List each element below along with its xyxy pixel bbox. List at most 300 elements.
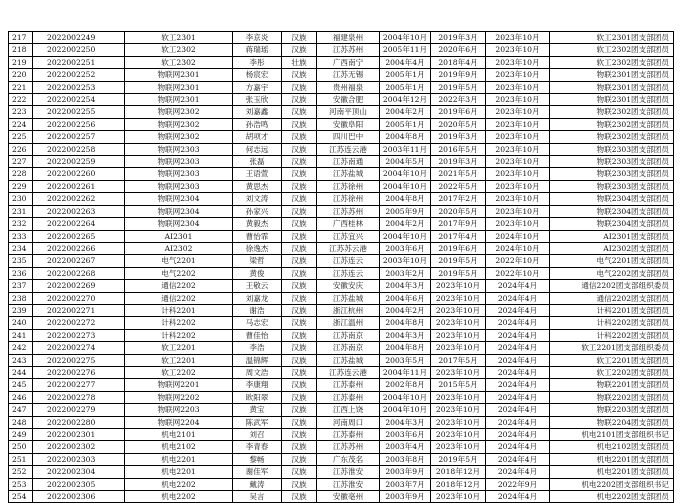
student-name-cell: 梁哲 bbox=[233, 255, 282, 267]
enroll-date-cell: 2023年10月 bbox=[486, 143, 550, 155]
row-number-cell: 234 bbox=[9, 242, 33, 254]
row-number-cell: 229 bbox=[9, 180, 33, 192]
enroll-date-cell: 2023年10月 bbox=[486, 118, 550, 130]
row-number-cell: 246 bbox=[9, 391, 33, 403]
ethnicity-cell: 江苏淮安 bbox=[317, 466, 380, 478]
student-id-cell: 2022002264 bbox=[33, 218, 125, 230]
student-name-cell: 刘文涛 bbox=[233, 193, 282, 205]
league-date-cell: 物联2303团支部团员 bbox=[550, 168, 674, 180]
birth-date-cell: 2022年3月 bbox=[431, 94, 486, 106]
gender-cell: 汉族 bbox=[282, 366, 317, 378]
table-row bbox=[9, 342, 674, 354]
gender-cell: 汉族 bbox=[282, 342, 317, 354]
row-number-cell: 240 bbox=[9, 317, 33, 329]
enroll-date-cell: 2023年10月 bbox=[486, 44, 550, 56]
class-name-cell: 物联网2303 bbox=[125, 168, 233, 180]
class-name-cell: 通信2202 bbox=[125, 280, 233, 292]
student-id-cell: 2022002262 bbox=[33, 193, 125, 205]
student-name-cell: 黄思杰 bbox=[233, 180, 282, 192]
gender-cell: 汉族 bbox=[282, 118, 317, 130]
student-name-cell: 徐逸杰 bbox=[233, 242, 282, 254]
enroll-date-cell: 2022年10月 bbox=[486, 267, 550, 279]
gender-cell: 汉族 bbox=[282, 230, 317, 242]
class-name-cell: 物联网2301 bbox=[125, 81, 233, 93]
row-number-cell: 220 bbox=[9, 69, 33, 81]
class-name-cell: 软工2301 bbox=[125, 32, 233, 44]
row-number-cell: 236 bbox=[9, 267, 33, 279]
row-number-cell: 239 bbox=[9, 304, 33, 316]
student-id-cell: 2022002261 bbox=[33, 180, 125, 192]
ethnicity-cell: 江苏淮安 bbox=[317, 478, 380, 490]
student-name-cell: 马志宏 bbox=[233, 317, 282, 329]
class-name-cell: 计科2202 bbox=[125, 329, 233, 341]
gender-cell: 汉族 bbox=[282, 453, 317, 465]
table-row bbox=[9, 168, 674, 180]
league-date-cell: 计科2201团支部团员 bbox=[550, 304, 674, 316]
student-id-cell: 2022002254 bbox=[33, 94, 125, 106]
table-row bbox=[9, 317, 674, 329]
league-date-cell: 机电2102团支部团员 bbox=[550, 441, 674, 453]
gender-cell: 汉族 bbox=[282, 317, 317, 329]
student-id-cell: 2022002301 bbox=[33, 429, 125, 441]
class-name-cell: 物联网2204 bbox=[125, 416, 233, 428]
ethnicity-cell: 四川巴中 bbox=[317, 131, 380, 143]
league-date-cell: 物联2204团支部团员 bbox=[550, 416, 674, 428]
row-number-cell: 225 bbox=[9, 131, 33, 143]
gender-cell: 汉族 bbox=[282, 143, 317, 155]
league-date-cell: 电气2202团支部团员 bbox=[550, 267, 674, 279]
gender-cell: 汉族 bbox=[282, 466, 317, 478]
roster-sheet bbox=[8, 31, 674, 503]
birth-date-cell: 2023年10月 bbox=[431, 292, 486, 304]
birth-date-cell: 2023年10月 bbox=[431, 441, 486, 453]
class-name-cell: 软工2201 bbox=[125, 354, 233, 366]
enroll-date-cell: 2024年4月 bbox=[486, 292, 550, 304]
class-name-cell: 通信2202 bbox=[125, 292, 233, 304]
enroll-date-cell: 2024年10月 bbox=[486, 242, 550, 254]
class-name-cell: 软工2302 bbox=[125, 56, 233, 68]
native-place-cell: 2004年12月 bbox=[380, 94, 431, 106]
student-id-cell: 2022002271 bbox=[33, 304, 125, 316]
gender-cell: 汉族 bbox=[282, 193, 317, 205]
ethnicity-cell: 江苏泰州 bbox=[317, 429, 380, 441]
student-name-cell: 黄毅杰 bbox=[233, 218, 282, 230]
enroll-date-cell: 2023年10月 bbox=[486, 218, 550, 230]
table-row bbox=[9, 366, 674, 378]
enroll-date-cell: 2023年10月 bbox=[486, 94, 550, 106]
table-row bbox=[9, 44, 674, 56]
native-place-cell: 2004年10月 bbox=[380, 391, 431, 403]
student-name-cell: 方嘉宇 bbox=[233, 81, 282, 93]
table-row bbox=[9, 453, 674, 465]
table-row bbox=[9, 354, 674, 366]
enroll-date-cell: 2024年4月 bbox=[486, 453, 550, 465]
class-name-cell: 物联网2302 bbox=[125, 106, 233, 118]
league-date-cell: 软工2302团支部团员 bbox=[550, 56, 674, 68]
row-number-cell: 242 bbox=[9, 342, 33, 354]
enroll-date-cell: 2024年4月 bbox=[486, 416, 550, 428]
class-name-cell: 物联网2202 bbox=[125, 391, 233, 403]
row-number-cell: 235 bbox=[9, 255, 33, 267]
ethnicity-cell: 江苏南京 bbox=[317, 329, 380, 341]
league-date-cell: 机电2201团支部团员 bbox=[550, 453, 674, 465]
gender-cell: 汉族 bbox=[282, 168, 317, 180]
row-number-cell: 248 bbox=[9, 416, 33, 428]
student-id-cell: 2022002275 bbox=[33, 354, 125, 366]
ethnicity-cell: 河南平顶山 bbox=[317, 106, 380, 118]
class-name-cell: 物联网2301 bbox=[125, 94, 233, 106]
league-date-cell: 计科2202团支部团员 bbox=[550, 329, 674, 341]
class-name-cell: 机电2102 bbox=[125, 441, 233, 453]
table-row bbox=[9, 242, 674, 254]
table-row bbox=[9, 56, 674, 68]
ethnicity-cell: 江苏连云 bbox=[317, 267, 380, 279]
table-row bbox=[9, 180, 674, 192]
student-id-cell: 2022002274 bbox=[33, 342, 125, 354]
ethnicity-cell: 江苏南通 bbox=[317, 156, 380, 168]
league-date-cell: 物联2301团支部团员 bbox=[550, 94, 674, 106]
native-place-cell: 2003年6月 bbox=[380, 429, 431, 441]
native-place-cell: 2004年2月 bbox=[380, 304, 431, 316]
birth-date-cell: 2023年10月 bbox=[431, 491, 486, 503]
student-id-cell: 2022002270 bbox=[33, 292, 125, 304]
class-name-cell: 机电2201 bbox=[125, 453, 233, 465]
enroll-date-cell: 2023年10月 bbox=[486, 180, 550, 192]
ethnicity-cell: 安徽阜阳 bbox=[317, 118, 380, 130]
row-number-cell: 252 bbox=[9, 466, 33, 478]
gender-cell: 壮族 bbox=[282, 56, 317, 68]
table-row bbox=[9, 205, 674, 217]
student-id-cell: 2022002256 bbox=[33, 118, 125, 130]
student-id-cell: 2022002267 bbox=[33, 255, 125, 267]
class-name-cell: 物联网2304 bbox=[125, 218, 233, 230]
table-row bbox=[9, 255, 674, 267]
native-place-cell: 2004年10月 bbox=[380, 404, 431, 416]
enroll-date-cell: 2024年4月 bbox=[486, 391, 550, 403]
enroll-date-cell: 2024年4月 bbox=[486, 366, 550, 378]
row-number-cell: 244 bbox=[9, 366, 33, 378]
native-place-cell: 2003年7月 bbox=[380, 478, 431, 490]
birth-date-cell: 2018年12月 bbox=[431, 478, 486, 490]
native-place-cell: 2004年8月 bbox=[380, 342, 431, 354]
ethnicity-cell: 江苏苏州 bbox=[317, 441, 380, 453]
class-name-cell: 物联网2203 bbox=[125, 404, 233, 416]
birth-date-cell: 2017年2月 bbox=[431, 193, 486, 205]
native-place-cell: 2004年3月 bbox=[380, 329, 431, 341]
table-row bbox=[9, 478, 674, 490]
birth-date-cell: 2023年10月 bbox=[431, 366, 486, 378]
native-place-cell: 2004年8月 bbox=[380, 193, 431, 205]
ethnicity-cell: 江苏苏州 bbox=[317, 205, 380, 217]
table-row bbox=[9, 218, 674, 230]
league-date-cell: 物联2301团支部团员 bbox=[550, 81, 674, 93]
row-number-cell: 230 bbox=[9, 193, 33, 205]
ethnicity-cell: 江苏盐城 bbox=[317, 292, 380, 304]
student-id-cell: 2022002279 bbox=[33, 404, 125, 416]
student-name-cell: 李浩 bbox=[233, 342, 282, 354]
enroll-date-cell: 2024年4月 bbox=[486, 280, 550, 292]
gender-cell: 汉族 bbox=[282, 81, 317, 93]
birth-date-cell: 2019年9月 bbox=[431, 69, 486, 81]
student-name-cell: 黄宝 bbox=[233, 404, 282, 416]
gender-cell: 汉族 bbox=[282, 404, 317, 416]
league-date-cell: 物联2304团支部团员 bbox=[550, 218, 674, 230]
enroll-date-cell: 2023年10月 bbox=[486, 131, 550, 143]
student-id-cell: 2022002253 bbox=[33, 81, 125, 93]
student-name-cell: 李青春 bbox=[233, 441, 282, 453]
enroll-date-cell: 2023年10月 bbox=[486, 32, 550, 44]
birth-date-cell: 2023年10月 bbox=[431, 280, 486, 292]
enroll-date-cell: 2022年9月 bbox=[486, 478, 550, 490]
native-place-cell: 2004年3月 bbox=[380, 280, 431, 292]
enroll-date-cell: 2024年4月 bbox=[486, 491, 550, 503]
league-date-cell: 物联2202团支部团员 bbox=[550, 391, 674, 403]
native-place-cell: 2004年6月 bbox=[380, 292, 431, 304]
student-id-cell: 2022002268 bbox=[33, 267, 125, 279]
student-name-cell: 王敬云 bbox=[233, 280, 282, 292]
row-number-cell: 237 bbox=[9, 280, 33, 292]
enroll-date-cell: 2024年4月 bbox=[486, 304, 550, 316]
class-name-cell: AI2302 bbox=[125, 242, 233, 254]
gender-cell: 汉族 bbox=[282, 255, 317, 267]
ethnicity-cell: 江苏徐州 bbox=[317, 193, 380, 205]
native-place-cell: 2004年10月 bbox=[380, 32, 431, 44]
enroll-date-cell: 2024年4月 bbox=[486, 404, 550, 416]
league-date-cell: 机电2202团支部团员 bbox=[550, 491, 674, 503]
student-name-cell: 黎畅 bbox=[233, 453, 282, 465]
native-place-cell: 2003年9月 bbox=[380, 491, 431, 503]
native-place-cell: 2003年4月 bbox=[380, 441, 431, 453]
native-place-cell: 2003年5月 bbox=[380, 354, 431, 366]
gender-cell: 汉族 bbox=[282, 69, 317, 81]
table-row bbox=[9, 32, 674, 44]
birth-date-cell: 2016年5月 bbox=[431, 143, 486, 155]
table-row bbox=[9, 280, 674, 292]
student-id-cell: 2022002255 bbox=[33, 106, 125, 118]
birth-date-cell: 2019年6月 bbox=[431, 242, 486, 254]
student-id-cell: 2022002305 bbox=[33, 478, 125, 490]
student-id-cell: 2022002258 bbox=[33, 143, 125, 155]
ethnicity-cell: 安徽亳州 bbox=[317, 491, 380, 503]
league-date-cell: 物联2203团支部团员 bbox=[550, 404, 674, 416]
student-name-cell: 刘嘉鑫 bbox=[233, 106, 282, 118]
student-name-cell: 曹佳怡 bbox=[233, 329, 282, 341]
row-number-cell: 217 bbox=[9, 32, 33, 44]
native-place-cell: 2004年11月 bbox=[380, 366, 431, 378]
class-name-cell: 电气2202 bbox=[125, 267, 233, 279]
student-id-cell: 2022002263 bbox=[33, 205, 125, 217]
league-date-cell: 物联2304团支部团员 bbox=[550, 193, 674, 205]
gender-cell: 汉族 bbox=[282, 218, 317, 230]
student-name-cell: 谢佳军 bbox=[233, 466, 282, 478]
table-row bbox=[9, 379, 674, 391]
gender-cell: 汉族 bbox=[282, 44, 317, 56]
student-name-cell: 周文浩 bbox=[233, 366, 282, 378]
enroll-date-cell: 2024年4月 bbox=[486, 466, 550, 478]
native-place-cell: 2003年8月 bbox=[380, 453, 431, 465]
ethnicity-cell: 安徽安庆 bbox=[317, 280, 380, 292]
ethnicity-cell: 江西上饶 bbox=[317, 404, 380, 416]
student-name-cell: 张玉欣 bbox=[233, 94, 282, 106]
native-place-cell: 2004年5月 bbox=[380, 156, 431, 168]
row-number-cell: 254 bbox=[9, 491, 33, 503]
row-number-cell: 250 bbox=[9, 441, 33, 453]
student-name-cell: 谢浩 bbox=[233, 304, 282, 316]
class-name-cell: 物联网2304 bbox=[125, 205, 233, 217]
class-name-cell: 软工2202 bbox=[125, 366, 233, 378]
league-date-cell: 机电2101团支部组织书记 bbox=[550, 429, 674, 441]
class-name-cell: 电气2201 bbox=[125, 255, 233, 267]
student-name-cell: 王语萱 bbox=[233, 168, 282, 180]
student-name-cell: 刘召 bbox=[233, 429, 282, 441]
student-name-cell: 李彤 bbox=[233, 56, 282, 68]
table-row bbox=[9, 441, 674, 453]
row-number-cell: 243 bbox=[9, 354, 33, 366]
native-place-cell: 2004年10月 bbox=[380, 180, 431, 192]
birth-date-cell: 2022年5月 bbox=[431, 180, 486, 192]
league-date-cell: 物联2303团支部团员 bbox=[550, 143, 674, 155]
enroll-date-cell: 2023年10月 bbox=[486, 205, 550, 217]
native-place-cell: 2004年8月 bbox=[380, 131, 431, 143]
class-name-cell: 软工2302 bbox=[125, 44, 233, 56]
birth-date-cell: 2023年10月 bbox=[431, 329, 486, 341]
native-place-cell: 2005年9月 bbox=[380, 205, 431, 217]
table-row bbox=[9, 304, 674, 316]
birth-date-cell: 2023年10月 bbox=[431, 429, 486, 441]
native-place-cell: 2003年11月 bbox=[380, 143, 431, 155]
native-place-cell: 2003年10月 bbox=[380, 255, 431, 267]
student-id-cell: 2022002269 bbox=[33, 280, 125, 292]
birth-date-cell: 2019年3月 bbox=[431, 131, 486, 143]
row-number-cell: 233 bbox=[9, 230, 33, 242]
student-name-cell: 戴涛 bbox=[233, 478, 282, 490]
enroll-date-cell: 2024年4月 bbox=[486, 342, 550, 354]
gender-cell: 汉族 bbox=[282, 32, 317, 44]
row-number-cell: 221 bbox=[9, 81, 33, 93]
student-name-cell: 孙家兴 bbox=[233, 205, 282, 217]
student-id-cell: 2022002277 bbox=[33, 379, 125, 391]
table-row bbox=[9, 106, 674, 118]
table-row bbox=[9, 156, 674, 168]
birth-date-cell: 2019年5月 bbox=[431, 453, 486, 465]
birth-date-cell: 2020年6月 bbox=[431, 44, 486, 56]
league-date-cell: 计科2202团支部团员 bbox=[550, 317, 674, 329]
row-number-cell: 241 bbox=[9, 329, 33, 341]
gender-cell: 汉族 bbox=[282, 292, 317, 304]
student-id-cell: 2022002249 bbox=[33, 32, 125, 44]
student-id-cell: 2022002252 bbox=[33, 69, 125, 81]
student-name-cell: 孙浩鸣 bbox=[233, 118, 282, 130]
class-name-cell: 物联网2303 bbox=[125, 143, 233, 155]
gender-cell: 汉族 bbox=[282, 94, 317, 106]
ethnicity-cell: 广西桂林 bbox=[317, 218, 380, 230]
native-place-cell: 2004年3月 bbox=[380, 416, 431, 428]
native-place-cell: 2005年1月 bbox=[380, 69, 431, 81]
student-name-cell: 黄俊 bbox=[233, 267, 282, 279]
row-number-cell: 251 bbox=[9, 453, 33, 465]
enroll-date-cell: 2023年10月 bbox=[486, 193, 550, 205]
native-place-cell: 2003年6月 bbox=[380, 242, 431, 254]
birth-date-cell: 2019年5月 bbox=[431, 267, 486, 279]
table-row bbox=[9, 267, 674, 279]
gender-cell: 汉族 bbox=[282, 267, 317, 279]
table-row bbox=[9, 404, 674, 416]
student-id-cell: 2022002303 bbox=[33, 453, 125, 465]
enroll-date-cell: 2023年10月 bbox=[486, 69, 550, 81]
student-id-cell: 2022002280 bbox=[33, 416, 125, 428]
league-date-cell: 机电2201团支部团员 bbox=[550, 466, 674, 478]
gender-cell: 汉族 bbox=[282, 304, 317, 316]
class-name-cell: 计科2201 bbox=[125, 304, 233, 316]
gender-cell: 汉族 bbox=[282, 180, 317, 192]
ethnicity-cell: 河南周口 bbox=[317, 416, 380, 428]
birth-date-cell: 2018年12月 bbox=[431, 466, 486, 478]
birth-date-cell: 2023年10月 bbox=[431, 342, 486, 354]
row-number-cell: 228 bbox=[9, 168, 33, 180]
student-name-cell: 胡项才 bbox=[233, 131, 282, 143]
ethnicity-cell: 江苏连云港 bbox=[317, 143, 380, 155]
student-id-cell: 2022002302 bbox=[33, 441, 125, 453]
league-date-cell: 软工2201团支部组织委员 bbox=[550, 342, 674, 354]
league-date-cell: 物联2303团支部团员 bbox=[550, 156, 674, 168]
native-place-cell: 2003年2月 bbox=[380, 267, 431, 279]
birth-date-cell: 2023年10月 bbox=[431, 304, 486, 316]
enroll-date-cell: 2024年4月 bbox=[486, 441, 550, 453]
ethnicity-cell: 江苏连云 bbox=[317, 255, 380, 267]
student-name-cell: 蒋瑞瑶 bbox=[233, 44, 282, 56]
student-name-cell: 吴言 bbox=[233, 491, 282, 503]
ethnicity-cell: 广西南宁 bbox=[317, 56, 380, 68]
birth-date-cell: 2019年5月 bbox=[431, 81, 486, 93]
student-id-cell: 2022002272 bbox=[33, 317, 125, 329]
native-place-cell: 2004年2月 bbox=[380, 106, 431, 118]
birth-date-cell: 2015年5月 bbox=[431, 379, 486, 391]
birth-date-cell: 2023年10月 bbox=[431, 416, 486, 428]
table-body bbox=[9, 32, 674, 503]
birth-date-cell: 2020年5月 bbox=[431, 118, 486, 130]
enroll-date-cell: 2024年4月 bbox=[486, 429, 550, 441]
native-place-cell: 2004年4月 bbox=[380, 56, 431, 68]
league-date-cell: 物联2201团支部团员 bbox=[550, 379, 674, 391]
student-id-cell: 2022002260 bbox=[33, 168, 125, 180]
student-id-cell: 2022002251 bbox=[33, 56, 125, 68]
row-number-cell: 218 bbox=[9, 44, 33, 56]
class-name-cell: AI2301 bbox=[125, 230, 233, 242]
gender-cell: 汉族 bbox=[282, 379, 317, 391]
row-number-cell: 247 bbox=[9, 404, 33, 416]
gender-cell: 汉族 bbox=[282, 478, 317, 490]
row-number-cell: 245 bbox=[9, 379, 33, 391]
row-number-cell: 232 bbox=[9, 218, 33, 230]
ethnicity-cell: 江苏泰州 bbox=[317, 379, 380, 391]
birth-date-cell: 2023年10月 bbox=[431, 317, 486, 329]
birth-date-cell: 2023年10月 bbox=[431, 404, 486, 416]
ethnicity-cell: 江苏连云港 bbox=[317, 366, 380, 378]
birth-date-cell: 2018年4月 bbox=[431, 56, 486, 68]
class-name-cell: 物联网2303 bbox=[125, 180, 233, 192]
member-table bbox=[8, 31, 674, 503]
league-date-cell: 机电2202团支部组织书记 bbox=[550, 478, 674, 490]
class-name-cell: 物联网2303 bbox=[125, 156, 233, 168]
ethnicity-cell: 江苏盐城 bbox=[317, 168, 380, 180]
birth-date-cell: 2017年5月 bbox=[431, 354, 486, 366]
row-number-cell: 231 bbox=[9, 205, 33, 217]
student-name-cell: 张磊 bbox=[233, 156, 282, 168]
enroll-date-cell: 2024年10月 bbox=[486, 230, 550, 242]
table-row bbox=[9, 131, 674, 143]
gender-cell: 汉族 bbox=[282, 491, 317, 503]
birth-date-cell: 2023年10月 bbox=[431, 391, 486, 403]
